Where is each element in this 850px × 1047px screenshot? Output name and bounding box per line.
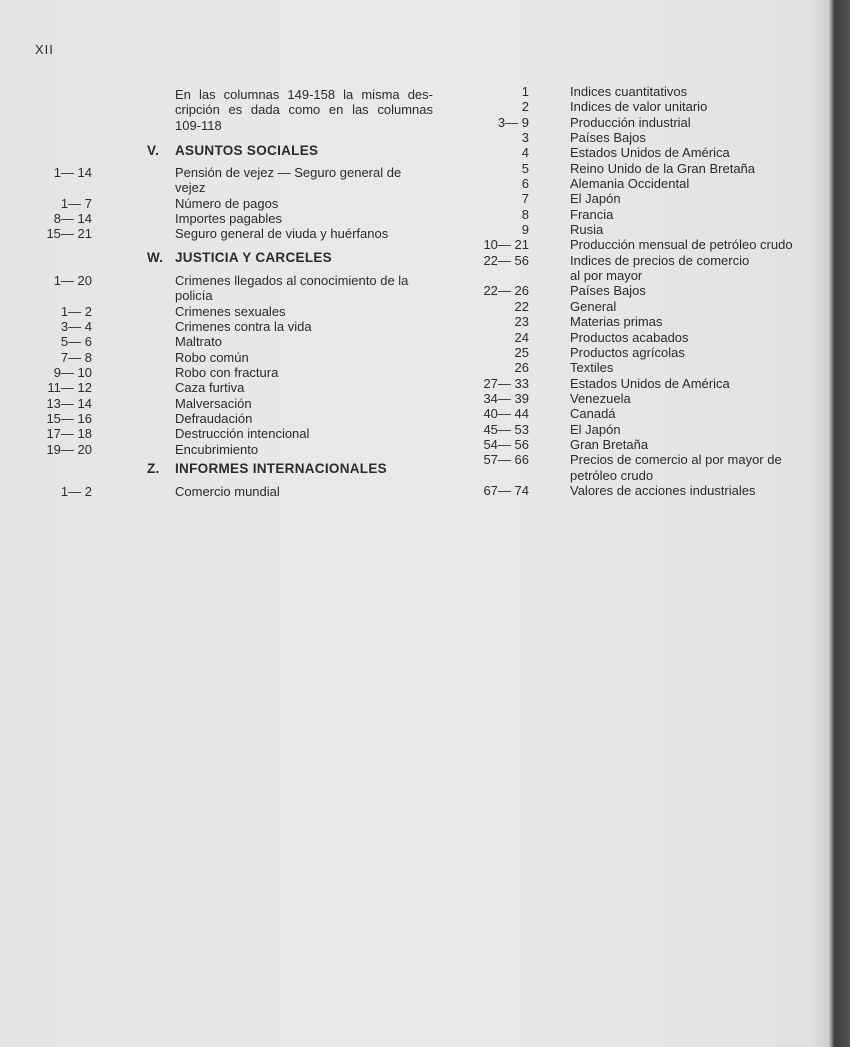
index-entry bbox=[0, 360, 830, 375]
entry-description: Malversación bbox=[175, 395, 252, 411]
column-range: 54— 56 bbox=[483, 436, 529, 452]
entry-description: Precios de comercio al por mayor de bbox=[570, 452, 782, 468]
entry-description: Crimenes llegados al conocimiento de la bbox=[175, 273, 409, 288]
column-range: 25 bbox=[514, 344, 529, 360]
column-range: 57— 66 bbox=[483, 452, 529, 468]
column-range: 6 bbox=[521, 176, 529, 192]
intro-line: 109-118 bbox=[175, 117, 222, 133]
column-range: 9 bbox=[521, 222, 529, 238]
column-range: 22— 56 bbox=[483, 252, 529, 268]
column-range: 1— 20 bbox=[53, 273, 92, 288]
entry-description: Indices de precios de comercio bbox=[570, 252, 750, 268]
entry-description: vejez bbox=[175, 180, 206, 196]
index-entry bbox=[0, 253, 830, 268]
entry-description: Producción mensual de petróleo crudo bbox=[570, 237, 793, 253]
entry-description: Caza furtiva bbox=[175, 380, 245, 396]
index-entry bbox=[0, 330, 830, 345]
column-range: 1— 2 bbox=[60, 484, 92, 499]
column-range: 2 bbox=[521, 99, 529, 115]
entry-description: Canadá bbox=[570, 406, 616, 422]
page-number: XII bbox=[35, 42, 54, 57]
right-column-list bbox=[0, 84, 830, 498]
entry-description: Países Bajos bbox=[570, 130, 646, 146]
column-range: 19— 20 bbox=[46, 441, 92, 457]
index-entry bbox=[0, 483, 830, 498]
entry-description: Materias primas bbox=[570, 314, 663, 330]
column-range: 15— 21 bbox=[46, 226, 92, 242]
index-entry bbox=[0, 237, 830, 252]
column-range: 34— 39 bbox=[483, 390, 529, 406]
column-range: 45— 53 bbox=[483, 421, 529, 437]
section-title: ASUNTOS SOCIALES bbox=[175, 143, 319, 158]
index-entry bbox=[0, 268, 830, 283]
entry-description: General bbox=[570, 298, 617, 314]
column-range: 1— 2 bbox=[60, 303, 92, 319]
index-entry bbox=[0, 176, 830, 191]
entry-description: Crimenes sexuales bbox=[175, 303, 286, 319]
column-range: 22 bbox=[514, 298, 529, 314]
index-entry bbox=[0, 222, 830, 237]
column-range: 8— 14 bbox=[53, 211, 92, 227]
index-entry bbox=[0, 345, 830, 360]
entry-description: Producción industrial bbox=[570, 114, 691, 130]
entry-description: Gran Bretaña bbox=[570, 436, 649, 452]
column-range: 3— 9 bbox=[497, 114, 529, 130]
column-range: 4 bbox=[521, 145, 529, 161]
column-range: 40— 44 bbox=[483, 406, 529, 422]
entry-description: policía bbox=[175, 288, 213, 304]
entry-description: Pensión de vejez — Seguro general de bbox=[175, 165, 402, 180]
intro-line: cripción es dada como en las columnas bbox=[175, 102, 433, 118]
column-range: 67— 74 bbox=[483, 482, 529, 498]
column-range: 10— 21 bbox=[483, 237, 529, 253]
entry-description: Estados Unidos de América bbox=[570, 375, 730, 391]
entry-description: Textiles bbox=[570, 360, 614, 376]
column-range: 8 bbox=[521, 206, 529, 222]
entry-description: Países Bajos bbox=[570, 283, 646, 299]
entry-description: Estados Unidos de América bbox=[570, 145, 730, 161]
entry-description: Comercio mundial bbox=[175, 484, 280, 499]
entry-description: Francia bbox=[570, 206, 614, 222]
entry-description: El Japón bbox=[570, 191, 621, 207]
entry-description: Maltrato bbox=[175, 334, 222, 350]
section-title: JUSTICIA Y CARCELES bbox=[175, 250, 332, 265]
entry-description: Crimenes contra la vida bbox=[175, 319, 312, 335]
column-range: 11— 12 bbox=[47, 380, 92, 396]
column-range: 13— 14 bbox=[46, 395, 92, 411]
index-entry bbox=[0, 314, 830, 329]
index-entry bbox=[0, 437, 830, 452]
entry-description: Encubrimiento bbox=[175, 441, 259, 457]
index-entry bbox=[0, 145, 830, 160]
section-title: INFORMES INTERNACIONALES bbox=[175, 461, 387, 476]
index-entry bbox=[0, 422, 830, 437]
index-entry bbox=[0, 115, 830, 130]
index-entry bbox=[0, 406, 830, 421]
entry-description: Venezuela bbox=[570, 390, 631, 406]
entry-description: Productos agrícolas bbox=[570, 344, 685, 360]
column-range: 22— 26 bbox=[483, 283, 529, 299]
column-range: 27— 33 bbox=[483, 375, 529, 391]
column-range: 15— 16 bbox=[46, 411, 92, 427]
index-entry bbox=[0, 452, 830, 467]
entry-description: Reino Unido de la Gran Bretaña bbox=[570, 160, 756, 176]
index-entry bbox=[0, 468, 830, 483]
index-entry bbox=[0, 84, 830, 99]
entry-description: Valores de acciones industriales bbox=[570, 482, 756, 498]
entry-description: El Japón bbox=[570, 421, 621, 437]
column-range: 1 bbox=[521, 84, 529, 99]
index-entry bbox=[0, 283, 830, 298]
index-entry bbox=[0, 99, 830, 114]
entry-description: Robo común bbox=[175, 349, 249, 365]
column-range: 3 bbox=[521, 130, 529, 146]
index-entry bbox=[0, 207, 830, 222]
column-range: 26 bbox=[514, 360, 529, 376]
column-range: 3— 4 bbox=[60, 319, 92, 335]
column-range: 7— 8 bbox=[60, 349, 92, 365]
entry-description: Productos acabados bbox=[570, 329, 689, 345]
index-entry bbox=[0, 130, 830, 145]
column-range: 24 bbox=[514, 329, 529, 345]
entry-description: petróleo crudo bbox=[570, 467, 654, 483]
index-entry bbox=[0, 299, 830, 314]
entry-description: Indices de valor unitario bbox=[570, 99, 708, 115]
column-range: 5— 6 bbox=[60, 334, 92, 350]
section-letter: V. bbox=[147, 143, 160, 158]
index-entry bbox=[0, 376, 830, 391]
entry-description: Defraudación bbox=[175, 411, 253, 427]
entry-description: Robo con fractura bbox=[175, 365, 279, 381]
entry-description: Seguro general de viuda y huérfanos bbox=[175, 226, 389, 242]
column-range: 1— 7 bbox=[60, 195, 92, 211]
column-range: 17— 18 bbox=[46, 426, 92, 442]
column-range: 5 bbox=[521, 160, 529, 176]
column-range: 1— 14 bbox=[53, 165, 92, 180]
index-entry bbox=[0, 391, 830, 406]
entry-description: Número de pagos bbox=[175, 195, 279, 211]
intro-line: En las columnas 149-158 la misma des- bbox=[175, 87, 433, 102]
column-range: 7 bbox=[521, 191, 529, 207]
entry-description: Importes pagables bbox=[175, 211, 282, 227]
index-entry bbox=[0, 161, 830, 176]
index-entry bbox=[0, 191, 830, 206]
entry-description: Destrucción intencional bbox=[175, 426, 310, 442]
column-range: 9— 10 bbox=[53, 365, 92, 381]
section-letter: W. bbox=[147, 250, 164, 265]
entry-description: Indices cuantitativos bbox=[570, 84, 688, 99]
section-letter: Z. bbox=[147, 461, 160, 476]
entry-description: Alemania Occidental bbox=[570, 176, 690, 192]
entry-description: al por mayor bbox=[570, 268, 643, 284]
entry-description: Rusia bbox=[570, 222, 604, 238]
column-range: 23 bbox=[514, 314, 529, 330]
